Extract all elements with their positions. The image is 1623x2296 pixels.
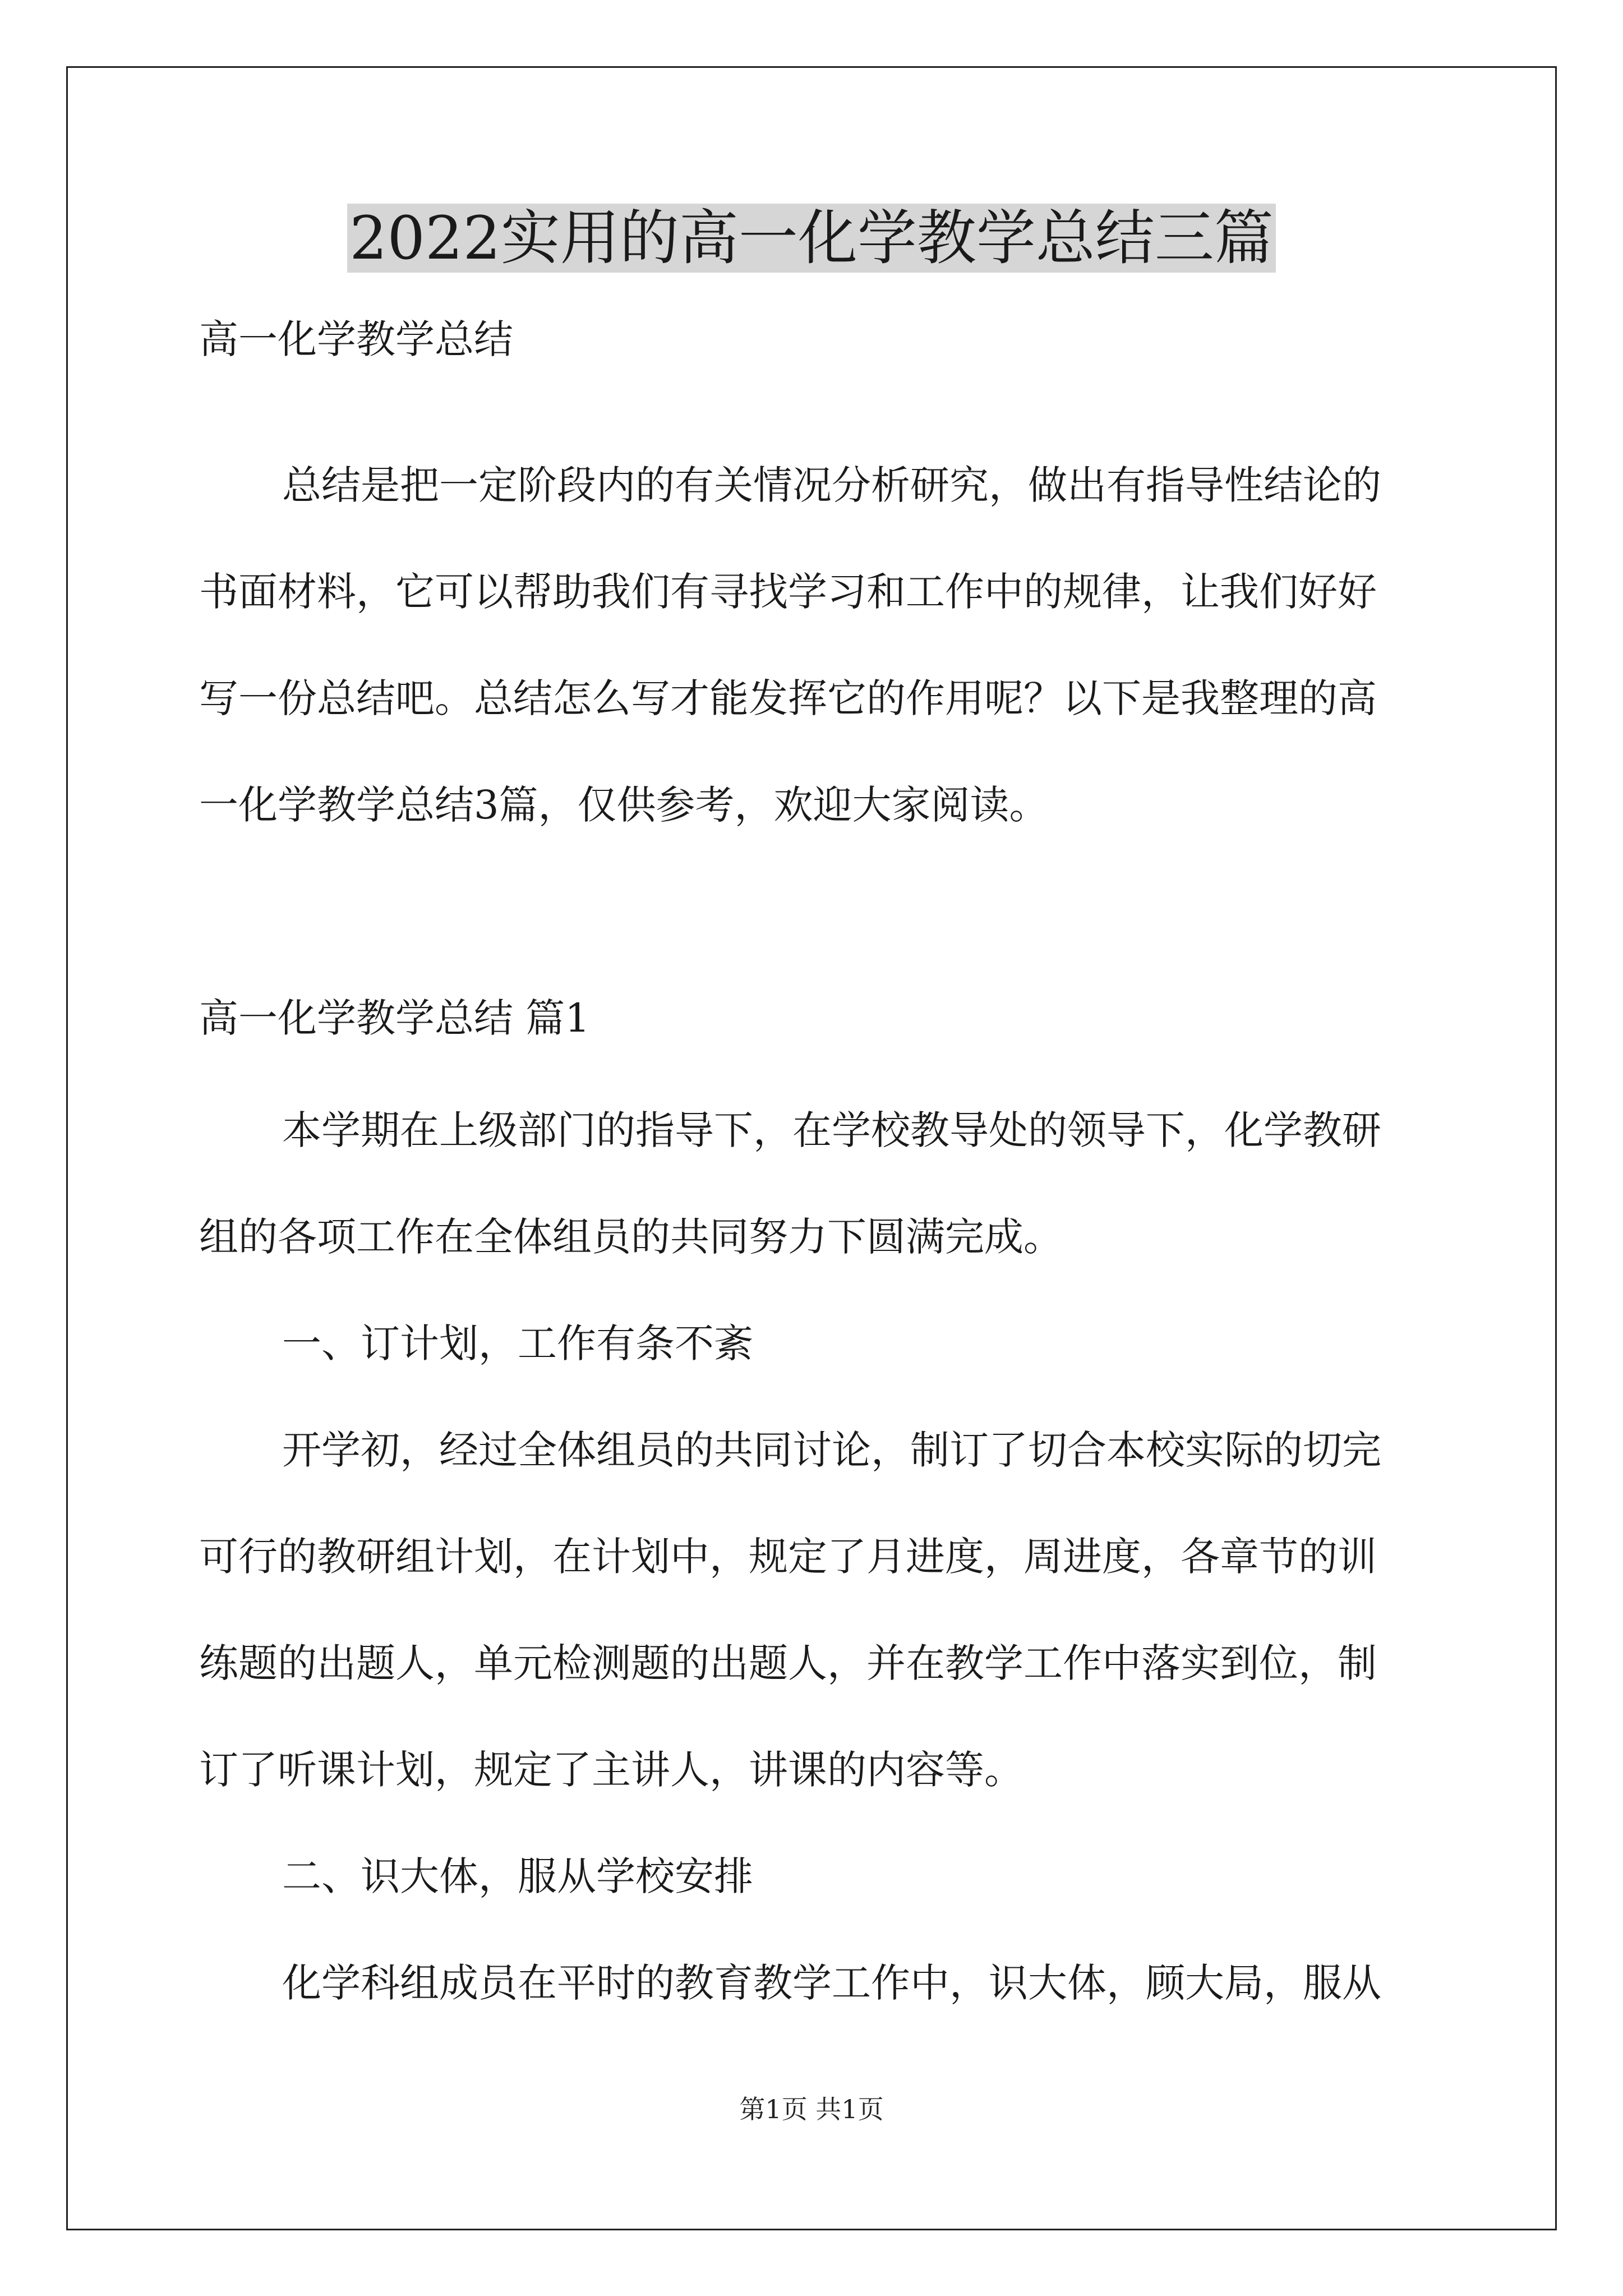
paragraph-line: 组的各项工作在全体组员的共同努力下圆满完成。	[199, 1214, 1063, 1260]
paragraph-line: 开学初，经过全体组员的共同讨论，制订了切合本校实际的切完	[282, 1427, 1381, 1473]
paragraph-line: 订了听课计划，规定了主讲人，讲课的内容等。	[199, 1747, 1023, 1793]
intro-line: 总结是把一定阶段内的有关情况分析研究，做出有指导性结论的	[282, 462, 1381, 508]
subheading: 二、识大体，服从学校安排	[282, 1853, 753, 1899]
subheading: 一、订计划，工作有条不紊	[282, 1320, 753, 1366]
paragraph-line: 可行的教研组计划，在计划中，规定了月进度，周进度，各章节的训	[199, 1534, 1377, 1580]
page-footer: 第1页 共1页	[739, 2094, 884, 2124]
heading: 高一化学教学总结	[199, 316, 513, 362]
section-heading: 高一化学教学总结 篇1	[199, 995, 590, 1041]
intro-line: 书面材料，它可以帮助我们有寻找学习和工作中的规律，让我们好好	[199, 569, 1377, 615]
intro-line: 一化学教学总结3篇，仅供参考，欢迎大家阅读。	[199, 782, 1049, 828]
paragraph-line: 本学期在上级部门的指导下，在学校教导处的领导下，化学教研	[282, 1107, 1381, 1153]
paragraph-line: 练题的出题人，单元检测题的出题人，并在教学工作中落实到位，制	[199, 1640, 1377, 1686]
intro-line: 写一份总结吧。总结怎么写才能发挥它的作用呢？以下是我整理的高	[199, 675, 1377, 721]
paragraph-line: 化学科组成员在平时的教育教学工作中，识大体，顾大局，服从	[282, 1960, 1381, 2006]
document-title: 2022实用的高一化学教学总结三篇	[0, 199, 1623, 278]
